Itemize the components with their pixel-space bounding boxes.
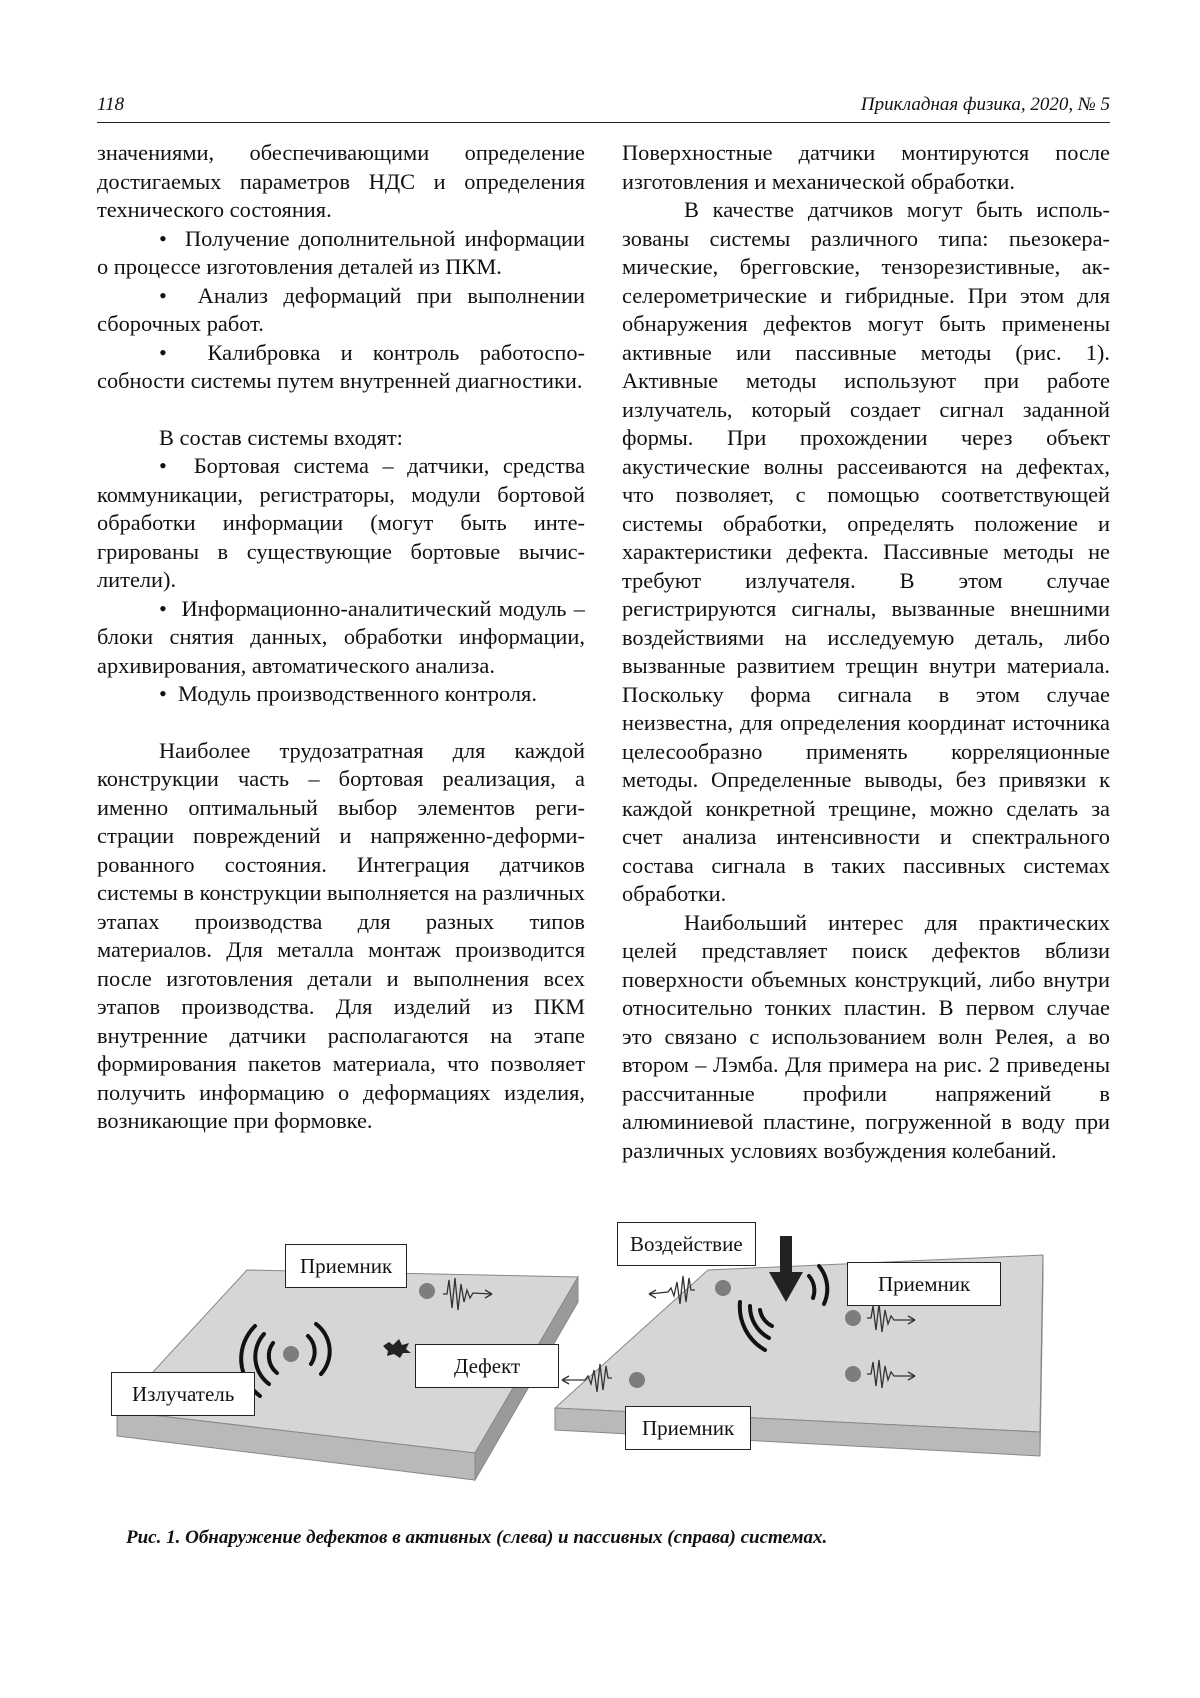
receiver-sensor xyxy=(845,1366,861,1382)
bullet-item: • Информационно-аналитический модуль – блоки снятия данных, обработки информации, архивирования, автоматического анализа. xyxy=(97,595,585,678)
label-receiver-top: Приемник xyxy=(847,1262,1001,1306)
bullet-item: • Анализ деформаций при выполнении сборочных работ. xyxy=(97,282,585,336)
bullet-item: • Бортовая система – датчики, средства коммуникации, регистраторы, модули бортовой обработки информации (могут быть интегрированы в существующие бортовые вычислители). xyxy=(97,453,585,592)
paragraph: значениями, обеспечивающими определение достигаемых параметров НДС и определения технического состояния. xyxy=(97,140,585,222)
journal-title: Прикладная физика, 2020, № 5 xyxy=(860,94,1110,115)
figure-1 xyxy=(97,1198,1110,1518)
receiver-sensor xyxy=(715,1280,731,1296)
paragraph: В качестве датчиков могут быть использованы системы различного типа: пьезокерамические, брегговские, тензорезистивные, акселерометрические и гибридные. При этом для обнаружения дефектов могут быть применены активные или пассивные методы (рис. 1). Активные методы используют при работе излучатель, который создает сигнал заданной формы. При прохождении через объект акустические волны рассеиваются на дефектах, что позволяет, с помощью соответствующей системы обработки, определять положение и характеристики дефекта. Пассивные методы не требуют излучателя. В этом случае регистрируются сигналы, вызванные внешними воздействиями на исследуемую деталь, либо вызванные развитием трещин внутри материала. Поскольку форма сигнала в этом случае неизвестна, для определения координат источника целесообразно применять корреляционные методы. Определенные выводы, без привязки к каждой конкретной трещине, можно сделать за счет анализа интенсивности и спектрального состава сигнала в таких пассивных системах обработки. xyxy=(622,197,1110,906)
left-column xyxy=(97,139,585,1136)
page-number: 118 xyxy=(97,94,125,115)
emitter-sensor xyxy=(283,1346,299,1362)
paragraph: Поверхностные датчики монтируются после изготовления и механической обработки. xyxy=(622,140,1110,194)
right-column xyxy=(622,139,1110,1165)
bullet-item: • Модуль производственного контроля. xyxy=(159,681,537,706)
receiver-sensor xyxy=(419,1283,435,1299)
figure-caption: Рис. 1. Обнаружение дефектов в активных (слева) и пассивных (справа) системах. xyxy=(126,1527,828,1548)
impact-arrow-shaft xyxy=(780,1236,792,1272)
label-receiver: Приемник xyxy=(285,1244,407,1288)
receiver-sensor xyxy=(629,1372,645,1388)
receiver-sensor xyxy=(845,1310,861,1326)
paragraph: Наиболее трудозатратная для каждой конструкции часть – бортовая реализация, а именно оптимальный выбор элементов регистрации повреждений и напряженно-деформированного состояния. Интеграция датчиков системы в конструкции выполняется на различных этапах производства для разных типов материалов. Для металла монтаж производится после изготовления детали и выполнения всех этапов производства. Для изделий из ПКМ внутренние датчики располагаются на этапе формирования пакетов материала, что позволяет получить информацию о деформациях изделия, возникающие при формовке. xyxy=(97,737,585,1133)
running-header xyxy=(97,92,1110,123)
paragraph: Наибольший интерес для практических целей представляет поиск дефектов вблизи поверхности объемных конструкций, либо внутри относительно тонких пластин. В первом случае это связано с использованием волн Релея, а во втором – Лэмба. Для примера на рис. 2 приведены рассчитанные профили напряжений в алюминиевой пластине, погруженной в воду при различных условиях возбуждения колебаний. xyxy=(622,909,1110,1163)
label-emitter: Излучатель xyxy=(111,1372,255,1416)
bullet-item: • Калибровка и контроль работоспособности системы путем внутренней диагностики. xyxy=(97,339,585,393)
paragraph: В состав системы входят: xyxy=(159,424,403,450)
figure-illustration xyxy=(97,1198,1110,1518)
label-receiver-bottom: Приемник xyxy=(625,1406,751,1450)
label-impact: Воздействие xyxy=(617,1222,756,1266)
label-defect: Дефект xyxy=(415,1344,559,1388)
bullet-item: • Получение дополнительной информации о процессе изготовления деталей из ПКМ. xyxy=(97,225,585,279)
